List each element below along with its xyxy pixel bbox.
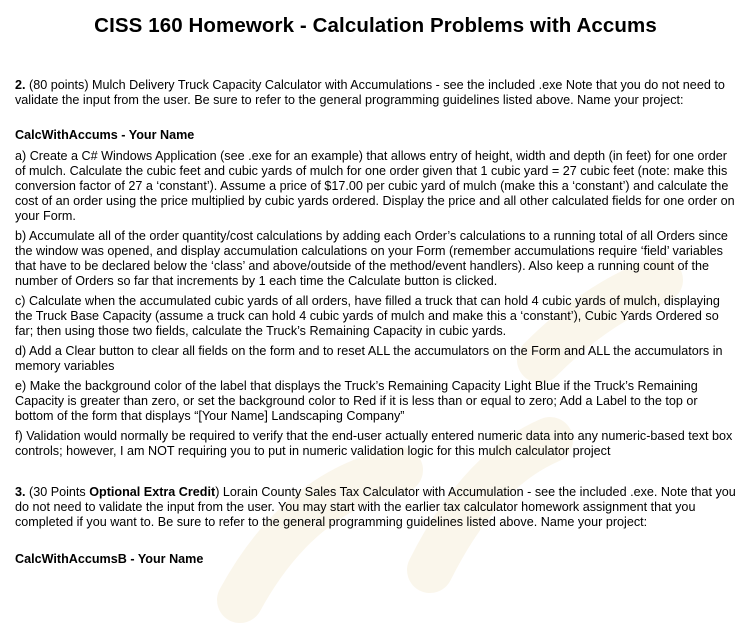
problem-3-text-after: ) Lorain County Sales Tax Calculator with Accumulation - see the included .exe. Note that you do not need to validate the input from the user. You may start with the earlier tax calculator homework assignment that you completed if you want to. Be sure to refer to the general programming guidelines listed above. Name your project:: [15, 485, 736, 529]
problem-2-project-name: CalcWithAccums - Your Name: [15, 128, 195, 142]
problem-3-text-before: (30 Points: [25, 485, 90, 499]
problem-3-project-name: CalcWithAccumsB - Your Name: [15, 552, 204, 566]
problem-2-intro: [15, 78, 737, 108]
problem-2-item-d: d) Add a Clear button to clear all fields on the form and to reset ALL the accumulators on the Form and ALL the accumulators in memory variables: [15, 344, 723, 373]
problem-2-text: (80 points) Mulch Delivery Truck Capacity Calculator with Accumulations - see the included .exe Note that you do not need to validate the input from the user. Be sure to refer to the general programming guidelines listed above. Name your project:: [15, 78, 725, 107]
document-body: [15, 78, 737, 567]
problem-2-item-c: c) Calculate when the accumulated cubic yards of all orders, have filled a truck that can hold 4 cubic yards of mulch, displaying the Truck Base Capacity (assume a truck can hold 4 cubic yards of mulch and make this a ‘constant’), Cubic Yards Ordered so far; then using those two fields, calculate the Truck’s Remaining Capacity in cubic yards.: [15, 294, 720, 338]
problem-2-item-b: b) Accumulate all of the order quantity/cost calculations by adding each Order’s calculations to a running total of all Orders since the window was opened, and display accumulation calculations on your Form (remember accumulations require ‘field’ variables that have to be declared below the ‘class’ and above/outside of the method/event handlers). Also keep a running count of the number of Orders so far that increments by 1 each time the Calculate button is clicked.: [15, 229, 728, 288]
page-title: CISS 160 Homework - Calculation Problems with Accums: [94, 14, 657, 37]
problem-2-number: 2.: [15, 78, 26, 92]
problem-2-item-a: a) Create a C# Windows Application (see .exe for an example) that allows entry of height, width and depth (in feet) for one order of mulch. Calculate the cubic feet and cubic yards of mulch for one order given that 1 cubic yard = 27 cubic feet (note: make this conversion factor of 27 a ‘constant’). Assume a price of $17.00 per cubic yard of mulch (make this a ‘constant’) and calculate the cost of an order using the price multiplied by cubic yards ordered. Display the price and all other calculated fields for one order on your Form.: [15, 149, 735, 223]
problem-3-intro: [15, 485, 737, 530]
problem-2-item-e: e) Make the background color of the label that displays the Truck’s Remaining Capacity Light Blue if the Truck’s Remaining Capacity is greater than zero, or set the background color to Red if it is less than or equal to zero; Add a Label to the top or bottom of the form that displays “[Your Name] Landscaping Company”: [15, 379, 698, 423]
problem-3-number: 3.: [15, 485, 26, 499]
problem-3-extra-credit: Optional Extra Credit: [89, 485, 216, 499]
problem-2-item-f: f) Validation would normally be required to verify that the end-user actually entered numeric data into any numeric-based text box controls; however, I am NOT requiring you to put in numeric validation logic for this mulch calculator project: [15, 429, 733, 458]
